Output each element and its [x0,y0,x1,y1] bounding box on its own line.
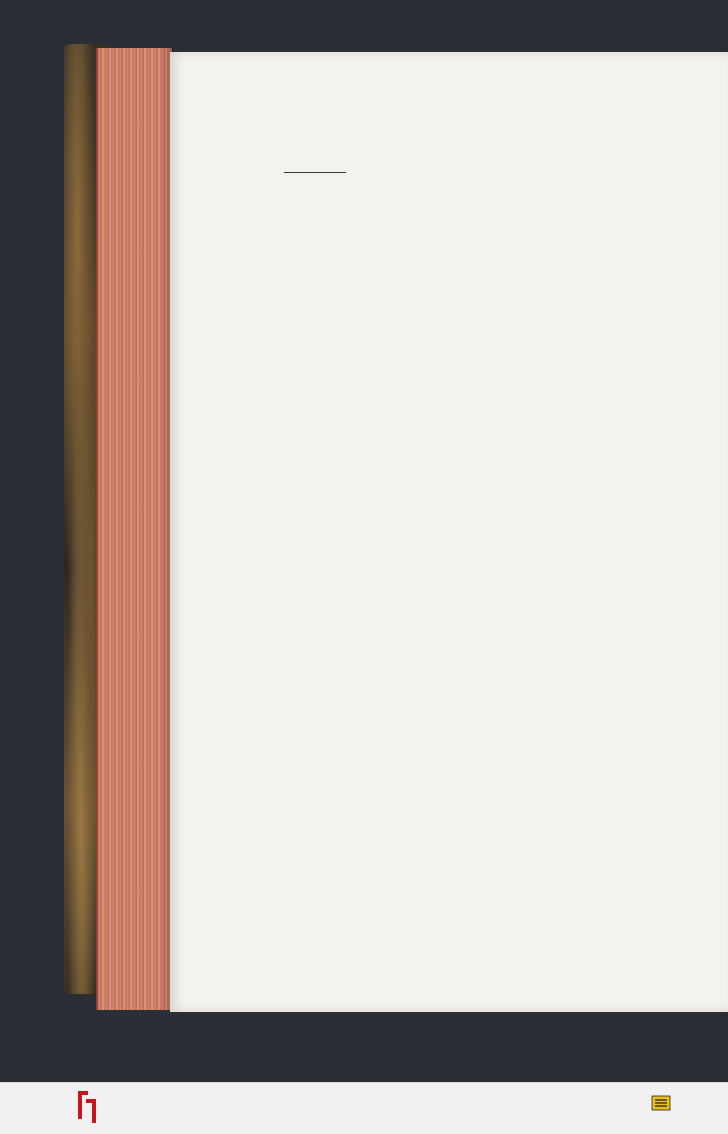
footer-bar [0,1082,728,1134]
book-page [170,52,728,1012]
ub-logo-icon[interactable] [74,1089,100,1125]
running-head [290,142,710,160]
bw-coat-of-arms-icon [646,1095,676,1111]
margin-rule [284,172,346,173]
